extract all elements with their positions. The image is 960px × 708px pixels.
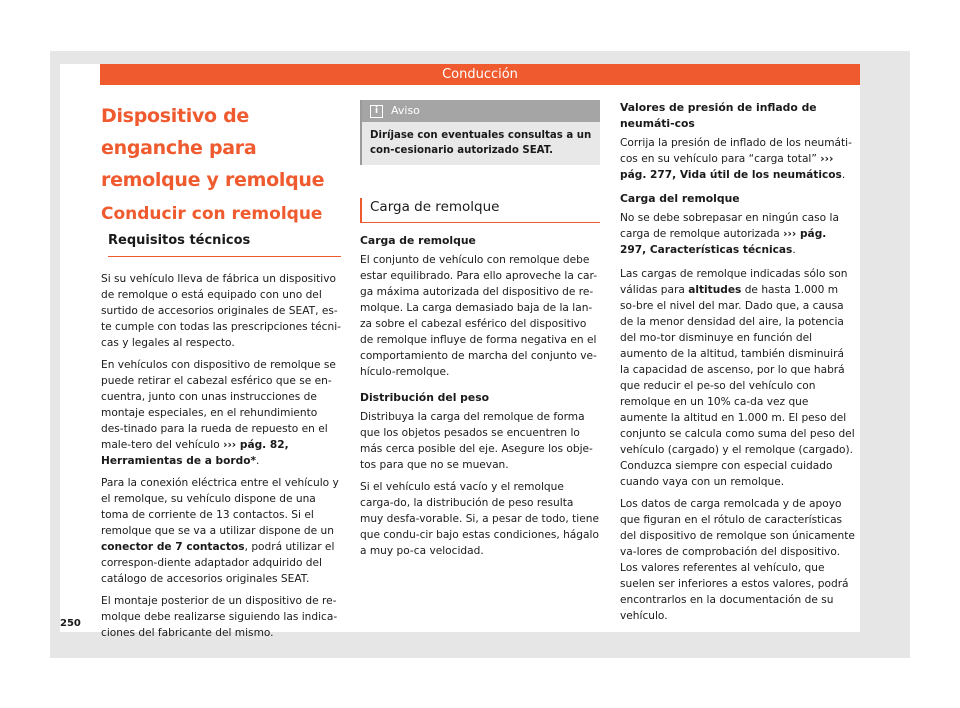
paragraph — [620, 135, 856, 183]
paragraph-text: . — [256, 455, 260, 467]
paragraph-text: . — [841, 169, 846, 181]
paragraph-text: , podrá utilizar el correspon-diente adaptador adquirido del catálogo de accesorios originales SEAT. — [101, 541, 335, 585]
section-title: Carga de remolque — [360, 198, 600, 223]
paragraph-text: En vehículos con dispositivo de remolque se puede retirar el cabezal esférico que se en-cuentra, junto con unas instrucciones de montaje especiales, en el rehundimiento des-tinado para la rueda de repuesto en el male-tero del vehículo — [101, 359, 336, 451]
paragraph: Si el vehículo está vacío y el remolque carga-do, la distribución de peso resulta muy desfa-vorable. Si, a pesar de todo, tiene que condu-cir bajo estas condiciones, hágalo a muy po-ca velocidad. — [360, 481, 599, 557]
chapter-title: Conducir con remolque — [101, 204, 323, 224]
paragraph-text: Las cargas de remolque indicadas sólo son válidas para — [620, 268, 848, 296]
cross-reference-link[interactable]: ››› pág. 82, Herramientas de a bordo* — [101, 439, 289, 467]
subheading: Distribución del peso — [360, 391, 490, 404]
paragraph — [620, 266, 856, 490]
notice-box — [360, 100, 600, 165]
emphasis: altitudes — [688, 284, 742, 296]
subheading: Carga del remolque — [620, 192, 740, 205]
page-number: 250 — [60, 618, 81, 629]
cross-reference-link[interactable]: ››› pág. 297, Características técnicas — [620, 228, 827, 256]
cross-reference-link[interactable]: ››› pág. 277, Vida útil de los neumáticos — [620, 153, 842, 181]
info-icon: i — [370, 105, 383, 118]
emphasis: conector de 7 contactos — [101, 541, 245, 553]
paragraph-text: No se debe sobrepasar en ningún caso la carga de remolque autorizada — [620, 212, 839, 240]
paragraph — [620, 210, 856, 258]
paragraph-text: Para la conexión eléctrica entre el vehículo y el remolque, su vehículo dispone de una toma de corriente de 13 contactos. Si el remolque que se va a utilizar dispone de un — [101, 477, 339, 537]
paragraph-text: Corrija la presión de inflado de los neumáti-cos en su vehículo para “carga total” — [620, 137, 852, 165]
subheading: Carga de remolque — [360, 234, 476, 247]
column-left — [101, 100, 341, 647]
paragraph: El montaje posterior de un dispositivo de re-molque debe realizarse siguiendo las indica-ciones del fabricante del mismo. — [101, 595, 338, 639]
subsection-title: Requisitos técnicos — [108, 232, 341, 257]
paragraph: Si su vehículo lleva de fábrica un dispositivo de remolque o está equipado con uno del surtido de accesorios originales de SEAT, es-te cumple con todas las prescripciones técni-cas y legales al respecto. — [101, 273, 341, 349]
paragraph: El conjunto de vehículo con remolque debe estar equilibrado. Para ello aproveche la car-ga máxima autorizada del dispositivo de re-molque. La carga demasiado baja de la lan-za sobre el cabezal esférico del dispositivo de remolque influye de forma negativa en el comportamiento de marcha del conjunto ve-hículo-remolque. — [360, 254, 598, 378]
notice-label: Aviso — [391, 104, 420, 117]
subheading: Valores de presión de inflado de neumáti-cos — [620, 101, 817, 130]
paragraph-text: de hasta 1.000 m so-bre el nivel del mar. Dado que, a causa de la menor densidad del aire, la potencia del mo-tor disminuye en función del aumento de la altitud, también disminuirá la capacidad de ascenso, por lo que habrá que reducir el pe-so del vehículo con remolque en un 10% ca-da vez que aumente la altitud en 1.000 m. El peso del conjunto se calcula como suma del peso del vehículo (cargado) y el remolque (cargado). Conduzca siempre con especial cuidado cuando vaya con un remolque. — [620, 284, 855, 488]
paragraph-text: . — [792, 244, 796, 256]
column-middle — [360, 100, 600, 565]
column-right — [620, 100, 856, 630]
notice-header — [362, 100, 600, 122]
notice-text: Diríjase con eventuales consultas a un con-cesionario autorizado SEAT. — [370, 130, 592, 156]
paragraph — [101, 475, 341, 587]
main-title: Dispositivo de enganche para remolque y remolque — [101, 105, 325, 191]
paragraph: Los datos de carga remolcada y de apoyo que figuran en el rótulo de características del dispositivo de remolque son únicamente va-lores de comprobación del dispositivo. Los valores referentes al vehículo, que suelen ser inferiores a estos valores, podrá encontrarlos en la documentación de su vehículo. — [620, 498, 855, 622]
section-header: Conducción — [100, 64, 860, 85]
paragraph: Distribuya la carga del remolque de forma que los objetos pesados se encuentren lo más cerca posible del eje. Asegure los obje-tos para que no se muevan. — [360, 411, 593, 471]
paragraph — [101, 357, 341, 469]
